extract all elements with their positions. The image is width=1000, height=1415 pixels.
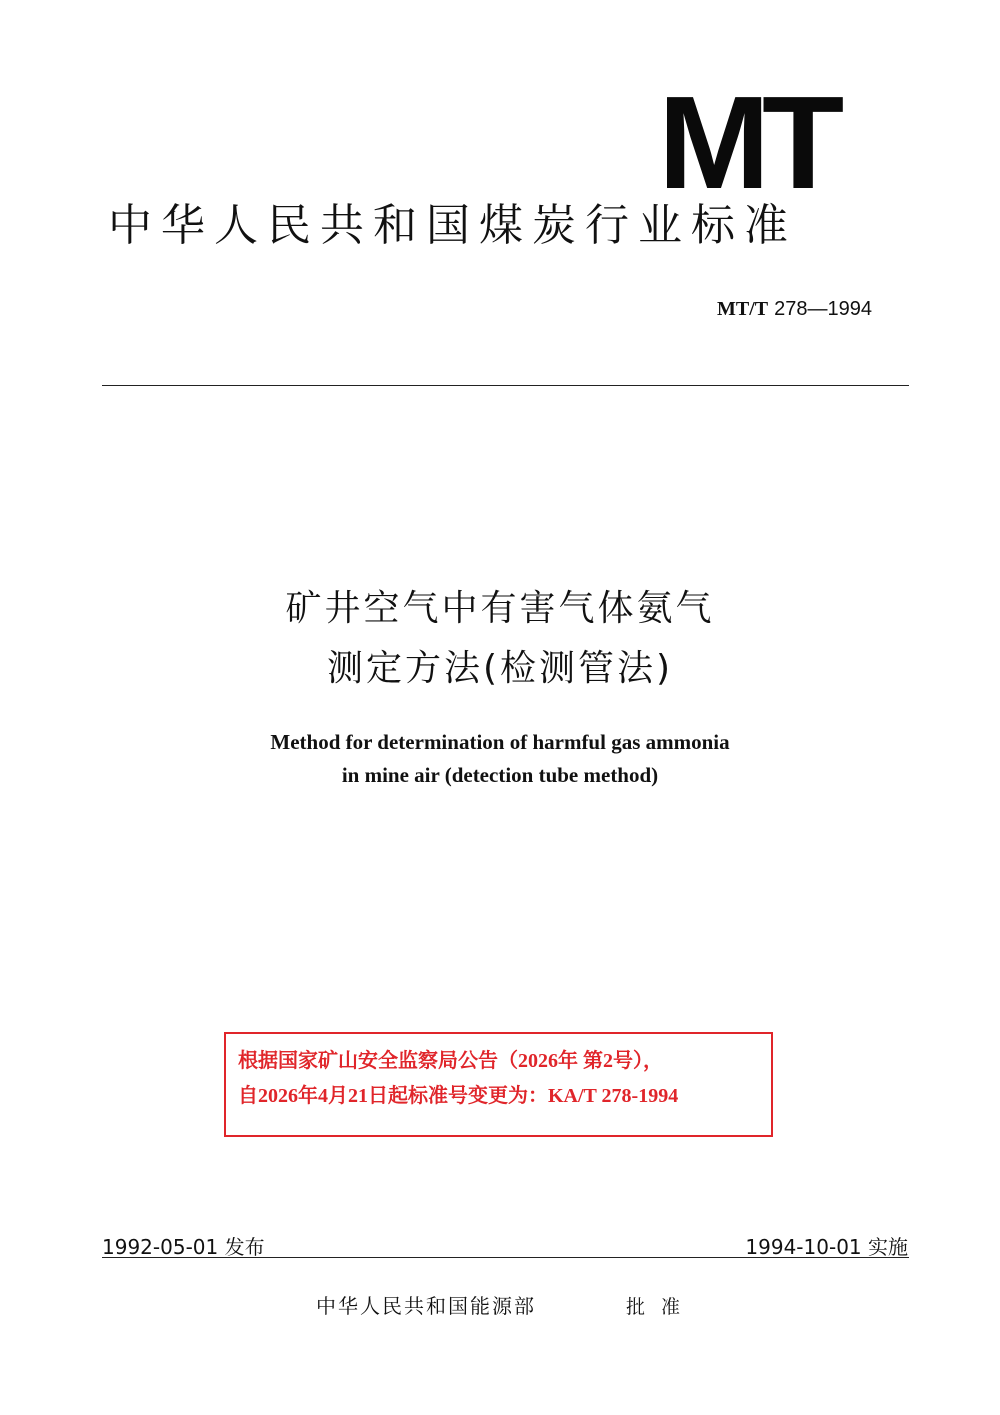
- implement-date: 1994-10-01 实施: [745, 1235, 908, 1259]
- org-title: 中华人民共和国煤炭行业标准: [108, 200, 797, 251]
- issue-date: 1992-05-01 发布: [102, 1235, 265, 1259]
- title-cn-line2: 测定方法(检测管法): [326, 648, 674, 689]
- approve-label: 批 准: [626, 1296, 681, 1318]
- issuer: 中华人民共和国能源部: [316, 1294, 536, 1318]
- notice-line2: 自2026年4月21日起标准号变更为：KA/T 278-1994: [238, 1085, 679, 1107]
- top-divider: [102, 385, 909, 386]
- title-cn-line1: 矿井空气中有害气体氨气: [285, 588, 715, 629]
- standard-prefix: MT/T: [717, 298, 769, 320]
- mt-logo: MT: [658, 69, 837, 216]
- notice-line1: 根据国家矿山安全监察局公告（2026年 第2号），: [238, 1050, 663, 1072]
- title-en-line2: in mine air (detection tube method): [341, 763, 659, 787]
- standard-code: [717, 298, 872, 321]
- standard-number: 278—1994: [774, 298, 872, 320]
- bottom-divider: [102, 1257, 909, 1258]
- title-en-line1: Method for determination of harmful gas ammonia: [270, 730, 730, 754]
